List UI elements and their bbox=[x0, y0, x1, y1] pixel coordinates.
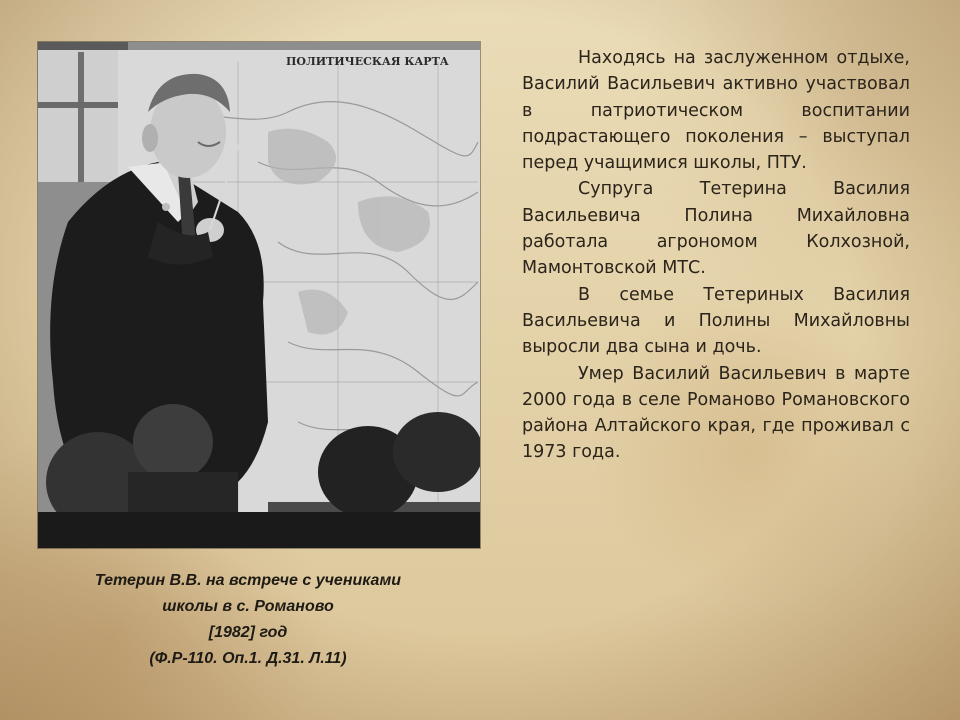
paragraph-2: Супруга Тетерина Василия Васильевича Полина Михайловна работала агрономом Колхозной, Мамонтовской МТС. bbox=[522, 179, 910, 279]
archival-photo bbox=[38, 42, 480, 548]
photo-caption bbox=[48, 568, 448, 672]
biography-text bbox=[522, 45, 910, 466]
paragraph-4: Умер Василий Васильевич в марте 2000 года в селе Романово Романовского района Алтайского края, где проживал с 1973 года. bbox=[522, 363, 910, 463]
caption-line-4: (Ф.Р-110. Оп.1. Д.31. Л.11) bbox=[149, 650, 347, 667]
caption-line-3: [1982] год bbox=[208, 624, 288, 641]
paragraph-1: Находясь на заслуженном отдыхе, Василий Васильевич активно участвовал в патриотическом воспитании подрастающего поколения – выступал перед учащимися школы, ПТУ. bbox=[522, 48, 910, 174]
paragraph-3: В семье Тетериных Василия Васильевича и Полины Михайловны выросли два сына и дочь. bbox=[522, 284, 910, 358]
caption-line-1: Тетерин В.В. на встрече с учениками bbox=[94, 572, 402, 589]
map-title: ПОЛИТИЧЕСКАЯ КАРТА bbox=[286, 55, 449, 68]
caption-line-2: школы в с. Романово bbox=[162, 598, 334, 615]
